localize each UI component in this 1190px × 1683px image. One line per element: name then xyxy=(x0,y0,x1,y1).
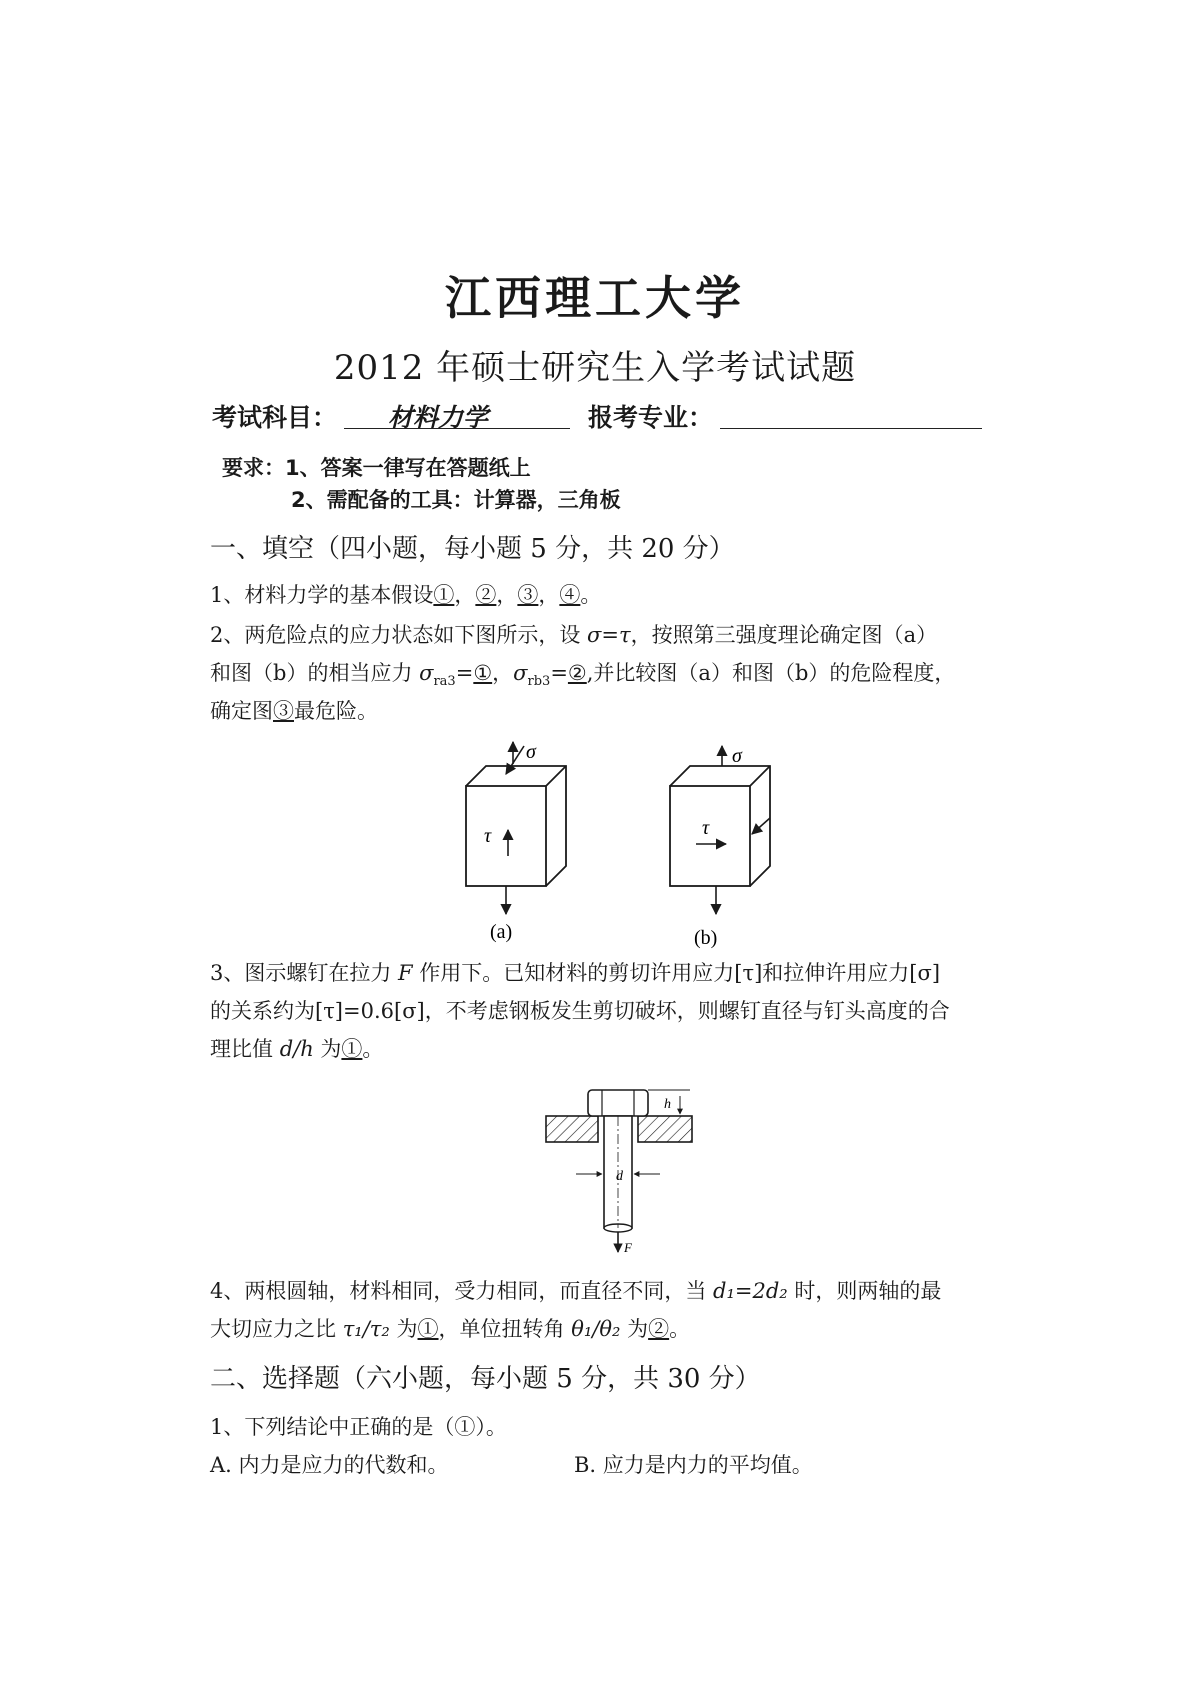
q1-text: 1、材料力学的基本假设 xyxy=(210,583,434,607)
stress-state-figure xyxy=(440,738,820,958)
subscript: ra3 xyxy=(433,674,456,690)
q3-text: 理比值 xyxy=(210,1037,280,1061)
equals: = xyxy=(601,623,619,647)
major-label: 报考专业： xyxy=(588,403,714,432)
q2-text: 和图（b）的相当应力 xyxy=(210,661,420,685)
q3-text: 3、图示螺钉在拉力 xyxy=(210,961,399,985)
blank-3: ③ xyxy=(517,583,539,607)
question-1-2-line3 xyxy=(210,692,378,730)
tau-label-a: τ xyxy=(484,825,492,847)
question-1-3-line1 xyxy=(210,954,940,992)
blank-2: ② xyxy=(475,583,497,607)
sigma-arrow-b-side xyxy=(752,818,770,834)
subject-value: 材料力学 xyxy=(388,403,489,432)
q2-text: ，按照第三强度理论确定图（a） xyxy=(630,623,938,647)
equals: = xyxy=(550,661,568,685)
question-1-2-line1 xyxy=(210,616,937,654)
exam-title: 2012 年硕士研究生入学考试试题 xyxy=(333,348,857,388)
q3-text: 作用下。已知材料的剪切许用应力[τ]和拉伸许用应力[σ] xyxy=(412,961,941,985)
caption-a: (a) xyxy=(490,921,513,943)
cube-b xyxy=(670,766,770,886)
section-2-heading: 二、选择题（六小题，每小题 5 分，共 30 分） xyxy=(210,1364,761,1394)
sigma-arrow-a-in xyxy=(506,746,524,774)
blank-2: ② xyxy=(567,661,587,685)
option-b: B. 应力是内力的平均值。 xyxy=(574,1453,813,1477)
subscript: rb3 xyxy=(527,674,551,690)
subject-label: 考试科目： xyxy=(212,403,338,432)
force-symbol: F xyxy=(398,961,413,985)
major-line xyxy=(720,398,982,429)
sigma-symbol: σ xyxy=(419,661,434,685)
question-1-1 xyxy=(210,576,601,614)
q4-text: ，单位扭转角 xyxy=(438,1317,572,1341)
equals: = xyxy=(455,661,474,685)
stress-ratio: τ₁/τ₂ xyxy=(342,1317,390,1341)
blank-1: ① xyxy=(433,583,455,607)
sep: ， xyxy=(538,583,560,607)
plate-right xyxy=(638,1116,692,1142)
question-1-4-line2 xyxy=(210,1310,690,1348)
q3-text: 为 xyxy=(313,1037,342,1061)
sep: ， xyxy=(492,661,514,685)
blank-1: ① xyxy=(417,1317,439,1341)
blank-4: ④ xyxy=(559,583,581,607)
q4-text: 时，则两轴的最 xyxy=(787,1279,942,1303)
q4-text: 大切应力之比 xyxy=(210,1317,343,1341)
q2-text: 确定图 xyxy=(210,699,273,723)
bolt-figure xyxy=(540,1076,720,1256)
option-a: A. 内力是应力的代数和。 xyxy=(210,1453,449,1477)
sigma-label-a: σ xyxy=(526,741,536,763)
blank-1: ① xyxy=(473,661,493,685)
question-1-3-line3 xyxy=(210,1030,383,1068)
requirement-2: 2、需配备的工具：计算器，三角板 xyxy=(291,488,621,512)
q2-text: 2、两危险点的应力状态如下图所示，设 xyxy=(210,623,588,647)
tau-symbol: τ xyxy=(619,623,631,647)
sigma-symbol: σ xyxy=(587,623,602,647)
end: 。 xyxy=(669,1317,691,1341)
plate-left xyxy=(546,1116,598,1142)
sep: ， xyxy=(454,583,476,607)
cube-a xyxy=(466,766,566,886)
university-title: 江西理工大学 xyxy=(445,271,745,325)
tau-label-b: τ xyxy=(702,817,710,839)
end: 。 xyxy=(580,583,602,607)
question-1-3-line2: 的关系约为[τ]=0.6[σ]，不考虑钢板发生剪切破坏，则螺钉直径与钉头高度的合 xyxy=(210,999,950,1023)
twist-ratio: θ₁/θ₂ xyxy=(571,1317,621,1341)
sigma-symbol: σ xyxy=(513,661,528,685)
q4-text: 为 xyxy=(389,1317,418,1341)
end: 。 xyxy=(362,1037,384,1061)
bolt-head xyxy=(588,1090,648,1116)
question-2-1: 1、下列结论中正确的是（①）。 xyxy=(210,1415,507,1439)
requirement-1: 要求：1、答案一律写在答题纸上 xyxy=(222,456,531,480)
caption-b: (b) xyxy=(694,927,718,949)
section-1-heading: 一、填空（四小题，每小题 5 分，共 20 分） xyxy=(210,534,735,564)
q4-text: 为 xyxy=(620,1317,649,1341)
blank-1: ① xyxy=(341,1037,363,1061)
sep: ， xyxy=(496,583,518,607)
h-label: h xyxy=(664,1097,671,1112)
sigma-label-b: σ xyxy=(732,745,742,767)
blank-3: ③ xyxy=(273,699,294,723)
q4-text: 4、两根圆轴，材料相同，受力相同，而直径不同，当 xyxy=(210,1279,714,1303)
blank-2: ② xyxy=(648,1317,670,1341)
diameter-condition: d₁=2d₂ xyxy=(713,1279,788,1303)
d-label: d xyxy=(616,1169,623,1184)
force-label: F xyxy=(624,1240,632,1255)
ratio-symbol: d/h xyxy=(279,1037,314,1061)
q2-text: ,并比较图（a）和图（b）的危险程度， xyxy=(586,661,956,685)
q2-text: 最危险。 xyxy=(294,699,378,723)
question-1-4-line1 xyxy=(210,1272,941,1310)
